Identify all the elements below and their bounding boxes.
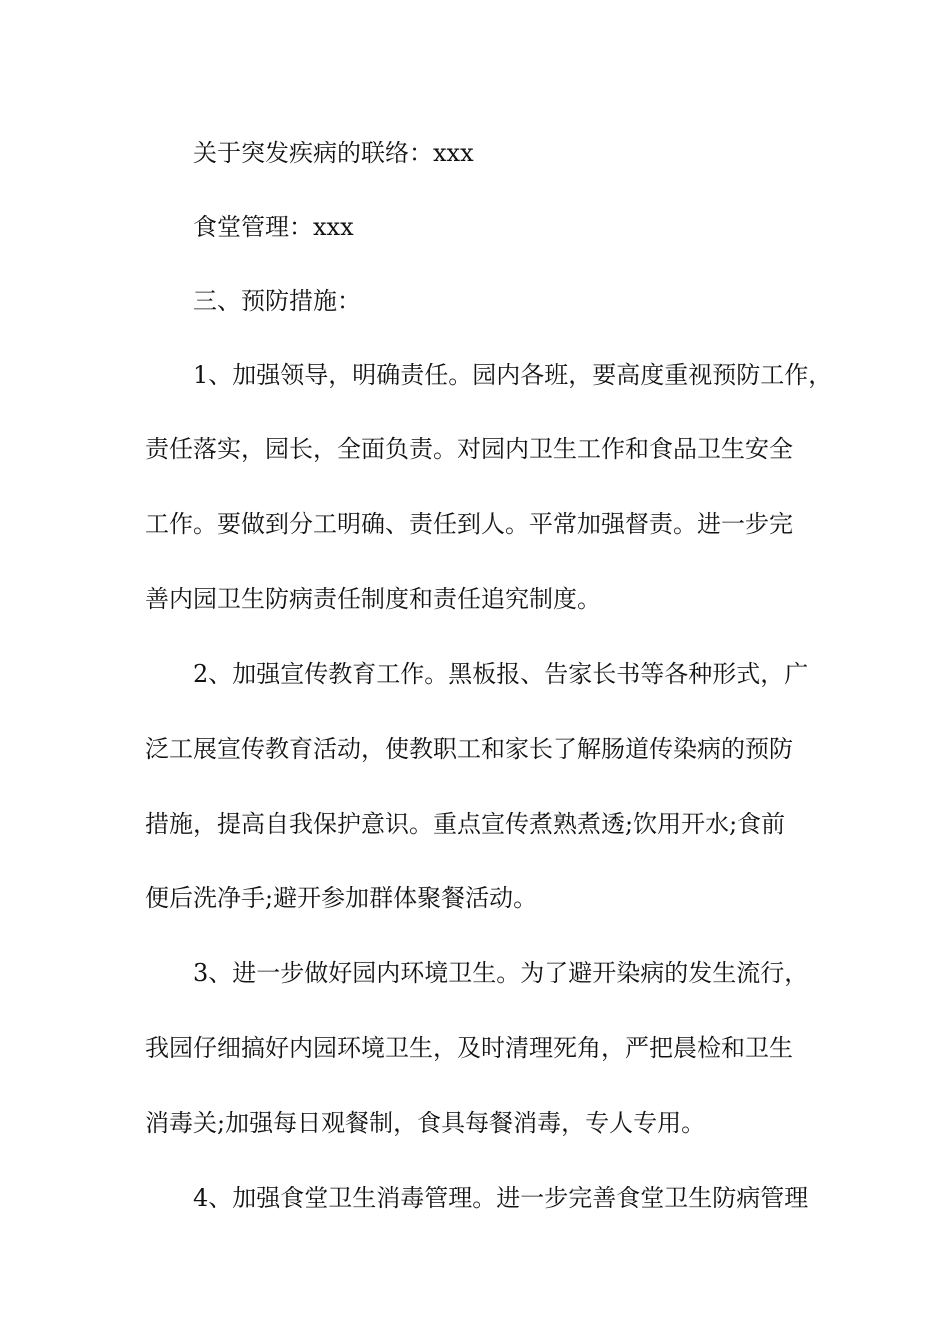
paragraph-2-line-3: 措施，提高自我保护意识。重点宣传煮熟煮透;饮用开水;食前 bbox=[145, 810, 786, 838]
paragraph-2-line-1: 2、加强宣传教育工作。黑板报、告家长书等各种形式，广 bbox=[193, 660, 809, 688]
paragraph-2-line-2: 泛工展宣传教育活动，使教职工和家长了解肠道传染病的预防 bbox=[145, 735, 793, 763]
section-heading: 三、预防措施： bbox=[193, 287, 361, 315]
text-line-contact: 关于突发疾病的联络：xxx bbox=[193, 139, 474, 167]
paragraph-3-line-3: 消毒关;加强每日观餐制，食具每餐消毒，专人专用。 bbox=[145, 1109, 706, 1137]
paragraph-1-line-1: 1、加强领导，明确责任。园内各班，要高度重视预防工作， bbox=[193, 361, 833, 389]
paragraph-2-line-4: 便后洗净手;避开参加群体聚餐活动。 bbox=[145, 884, 538, 912]
paragraph-3-line-1: 3、进一步做好园内环境卫生。为了避开染病的发生流行， bbox=[193, 959, 809, 987]
paragraph-4-line-1: 4、加强食堂卫生消毒管理。进一步完善食堂卫生防病管理 bbox=[193, 1184, 809, 1212]
text-line-canteen: 食堂管理：xxx bbox=[193, 213, 354, 241]
paragraph-1-line-2: 责任落实，园长，全面负责。对园内卫生工作和食品卫生安全 bbox=[145, 435, 793, 463]
paragraph-1-line-4: 善内园卫生防病责任制度和责任追究制度。 bbox=[145, 585, 601, 613]
paragraph-3-line-2: 我园仔细搞好内园环境卫生，及时清理死角，严把晨检和卫生 bbox=[145, 1034, 793, 1062]
paragraph-1-line-3: 工作。要做到分工明确、责任到人。平常加强督责。进一步完 bbox=[145, 510, 793, 538]
